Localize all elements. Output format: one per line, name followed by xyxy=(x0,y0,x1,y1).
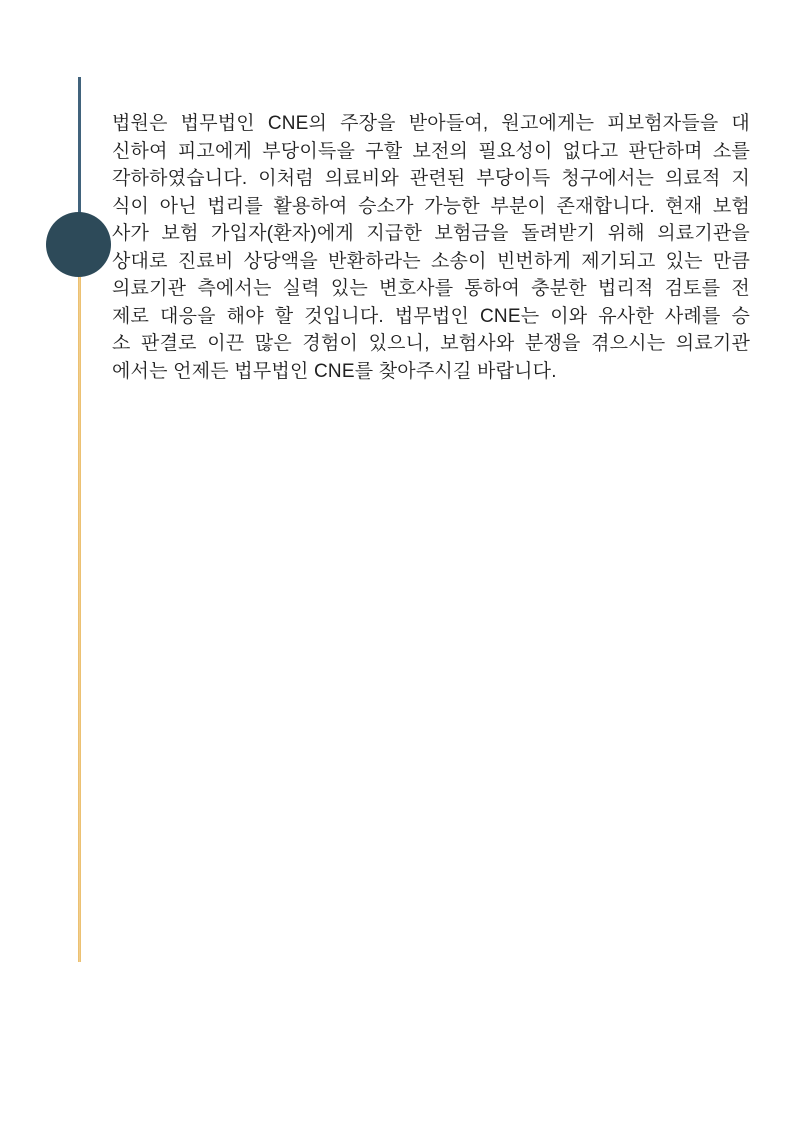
paragraph-line: 상대로 진료비 상당액을 반환하라는 소송이 빈번하게 제기되고 있는 만큼 xyxy=(112,250,750,272)
paragraph-line: 소 판결로 이끈 많은 경험이 있으니, 보험사와 분쟁을 겪으시는 의료기관 xyxy=(112,333,750,354)
paragraph-line: 에서는 언제든 법무법인 CNE를 찾아주시길 바랍니다. xyxy=(112,360,557,382)
paragraph-line: 식이 아닌 법리를 활용하여 승소가 가능한 부분이 존재합니다. 현재 보험 xyxy=(112,195,750,217)
paragraph-line: 의료기관 측에서는 실력 있는 변호사를 통하여 충분한 법리적 검토를 전 xyxy=(112,278,750,299)
timeline-line-top xyxy=(78,77,81,227)
paragraph-line: 신하여 피고에게 부당이득을 구할 보전의 필요성이 없다고 판단하며 소를 xyxy=(112,140,750,162)
timeline-line-bottom xyxy=(78,277,81,962)
timeline-bullet-circle xyxy=(46,212,111,277)
paragraph-line: 각하하였습니다. 이처럼 의료비와 관련된 부당이득 청구에서는 의료적 지 xyxy=(112,168,750,189)
paragraph-line: 제로 대응을 해야 할 것입니다. 법무법인 CNE는 이와 유사한 사례를 승 xyxy=(112,305,750,327)
body-paragraph xyxy=(112,110,750,385)
paragraph-line: 법원은 법무법인 CNE의 주장을 받아들여, 원고에게는 피보험자들을 대 xyxy=(112,113,750,134)
paragraph-line: 사가 보험 가입자(환자)에게 지급한 보험금을 돌려받기 위해 의료기관을 xyxy=(112,223,750,244)
